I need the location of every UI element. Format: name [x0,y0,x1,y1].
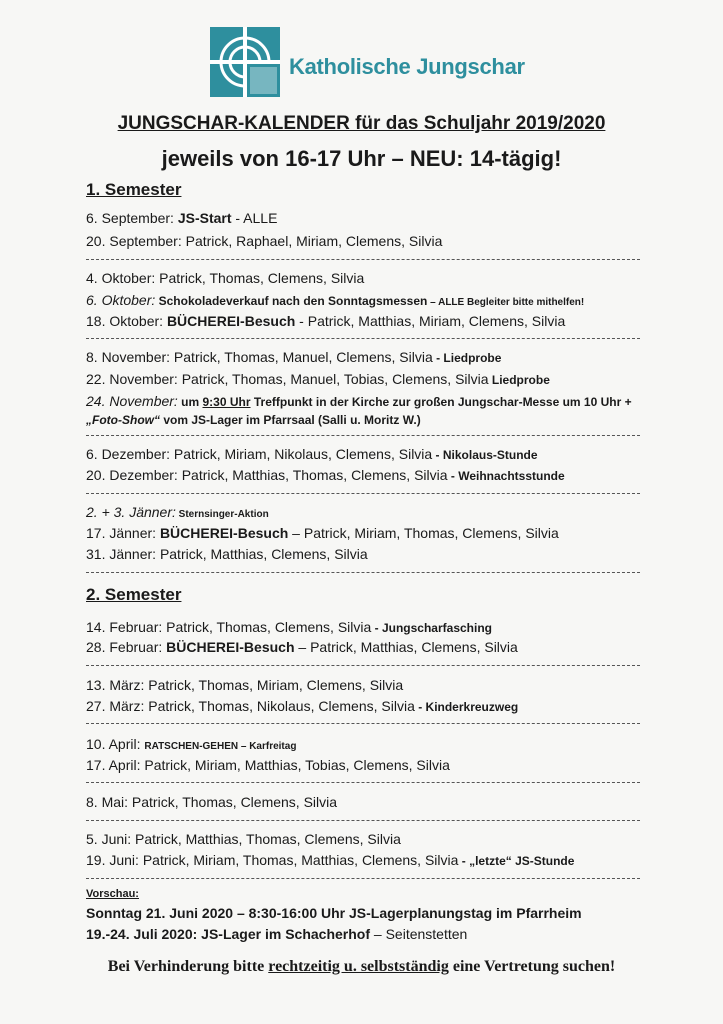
preview-line: 19.-24. Juli 2020: JS-Lager im Schacherhof – Seitenstetten [86,926,468,942]
semester-2-heading: 2. Semester [86,585,182,604]
list-item: 22. November: Patrick, Thomas, Manuel, Tobias, Clemens, Silvia Liedprobe [86,371,550,387]
divider [86,338,640,339]
divider [86,723,640,724]
logo-text: Katholische Jungschar [289,54,525,79]
divider [86,820,640,821]
divider [86,572,640,573]
preview-line: Sonntag 21. Juni 2020 – 8:30-16:00 Uhr JS-Lagerplanungstag im Pfarrheim [86,905,582,921]
list-item: 4. Oktober: Patrick, Thomas, Clemens, Silvia [86,270,365,286]
divider [86,878,640,879]
list-item: 20. Dezember: Patrick, Matthias, Thomas, Clemens, Silvia - Weihnachtsstunde [86,467,565,483]
list-item: 13. März: Patrick, Thomas, Miriam, Clemens, Silvia [86,677,404,693]
list-item: 27. März: Patrick, Thomas, Nikolaus, Clemens, Silvia - Kinderkreuzweg [86,698,519,714]
footer-note: Bei Verhinderung bitte rechtzeitig u. selbstständig eine Vertretung suchen! [107,958,616,975]
list-item: „Foto-Show“ vom JS-Lager im Pfarrsaal (Salli u. Moritz W.) [86,413,421,427]
list-item: 8. November: Patrick, Thomas, Manuel, Clemens, Silvia - Liedprobe [86,349,502,365]
divider [86,259,640,260]
semester-1-heading: 1. Semester [86,180,182,199]
list-item: 17. April: Patrick, Miriam, Matthias, Tobias, Clemens, Silvia [86,757,450,773]
list-item: 18. Oktober: BÜCHEREI-Besuch - Patrick, Matthias, Miriam, Clemens, Silvia [86,313,566,329]
jungschar-logo-icon [210,27,280,97]
list-item: 8. Mai: Patrick, Thomas, Clemens, Silvia [86,794,338,810]
list-item: 14. Februar: Patrick, Thomas, Clemens, Silvia - Jungscharfasching [86,619,492,635]
list-item: 10. April: RATSCHEN-GEHEN – Karfreitag [86,736,297,752]
divider [86,782,640,783]
list-item: 28. Februar: BÜCHEREI-Besuch – Patrick, Matthias, Clemens, Silvia [86,639,518,655]
divider [86,435,640,436]
page-title: JUNGSCHAR-KALENDER für das Schuljahr 2019/2020 [117,113,606,134]
page-subtitle: jeweils von 16-17 Uhr – NEU: 14-tägig! [161,146,562,171]
list-item: 5. Juni: Patrick, Matthias, Thomas, Clemens, Silvia [86,831,401,847]
list-item: 6. September: JS-Start - ALLE [86,210,278,226]
divider [86,493,640,494]
list-item: 19. Juni: Patrick, Miriam, Thomas, Matthias, Clemens, Silvia - „letzte“ JS-Stunde [86,852,575,868]
list-item: 2. + 3. Jänner: Sternsinger-Aktion [86,504,269,520]
list-item: 20. September: Patrick, Raphael, Miriam, Clemens, Silvia [86,233,443,249]
preview-heading: Vorschau: [86,888,139,900]
list-item: 24. November: um 9:30 Uhr Treffpunkt in der Kirche zur großen Jungschar-Messe um 10 Uhr + [86,393,632,409]
list-item: 17. Jänner: BÜCHEREI-Besuch – Patrick, Miriam, Thomas, Clemens, Silvia [86,525,559,541]
list-item: 31. Jänner: Patrick, Matthias, Clemens, Silvia [86,546,368,562]
logo [210,27,525,99]
divider [86,665,640,666]
list-item: 6. Oktober: Schokoladeverkauf nach den Sonntagsmessen – ALLE Begleiter bitte mithelfen! [86,292,585,308]
list-item: 6. Dezember: Patrick, Miriam, Nikolaus, Clemens, Silvia - Nikolaus-Stunde [86,446,538,462]
